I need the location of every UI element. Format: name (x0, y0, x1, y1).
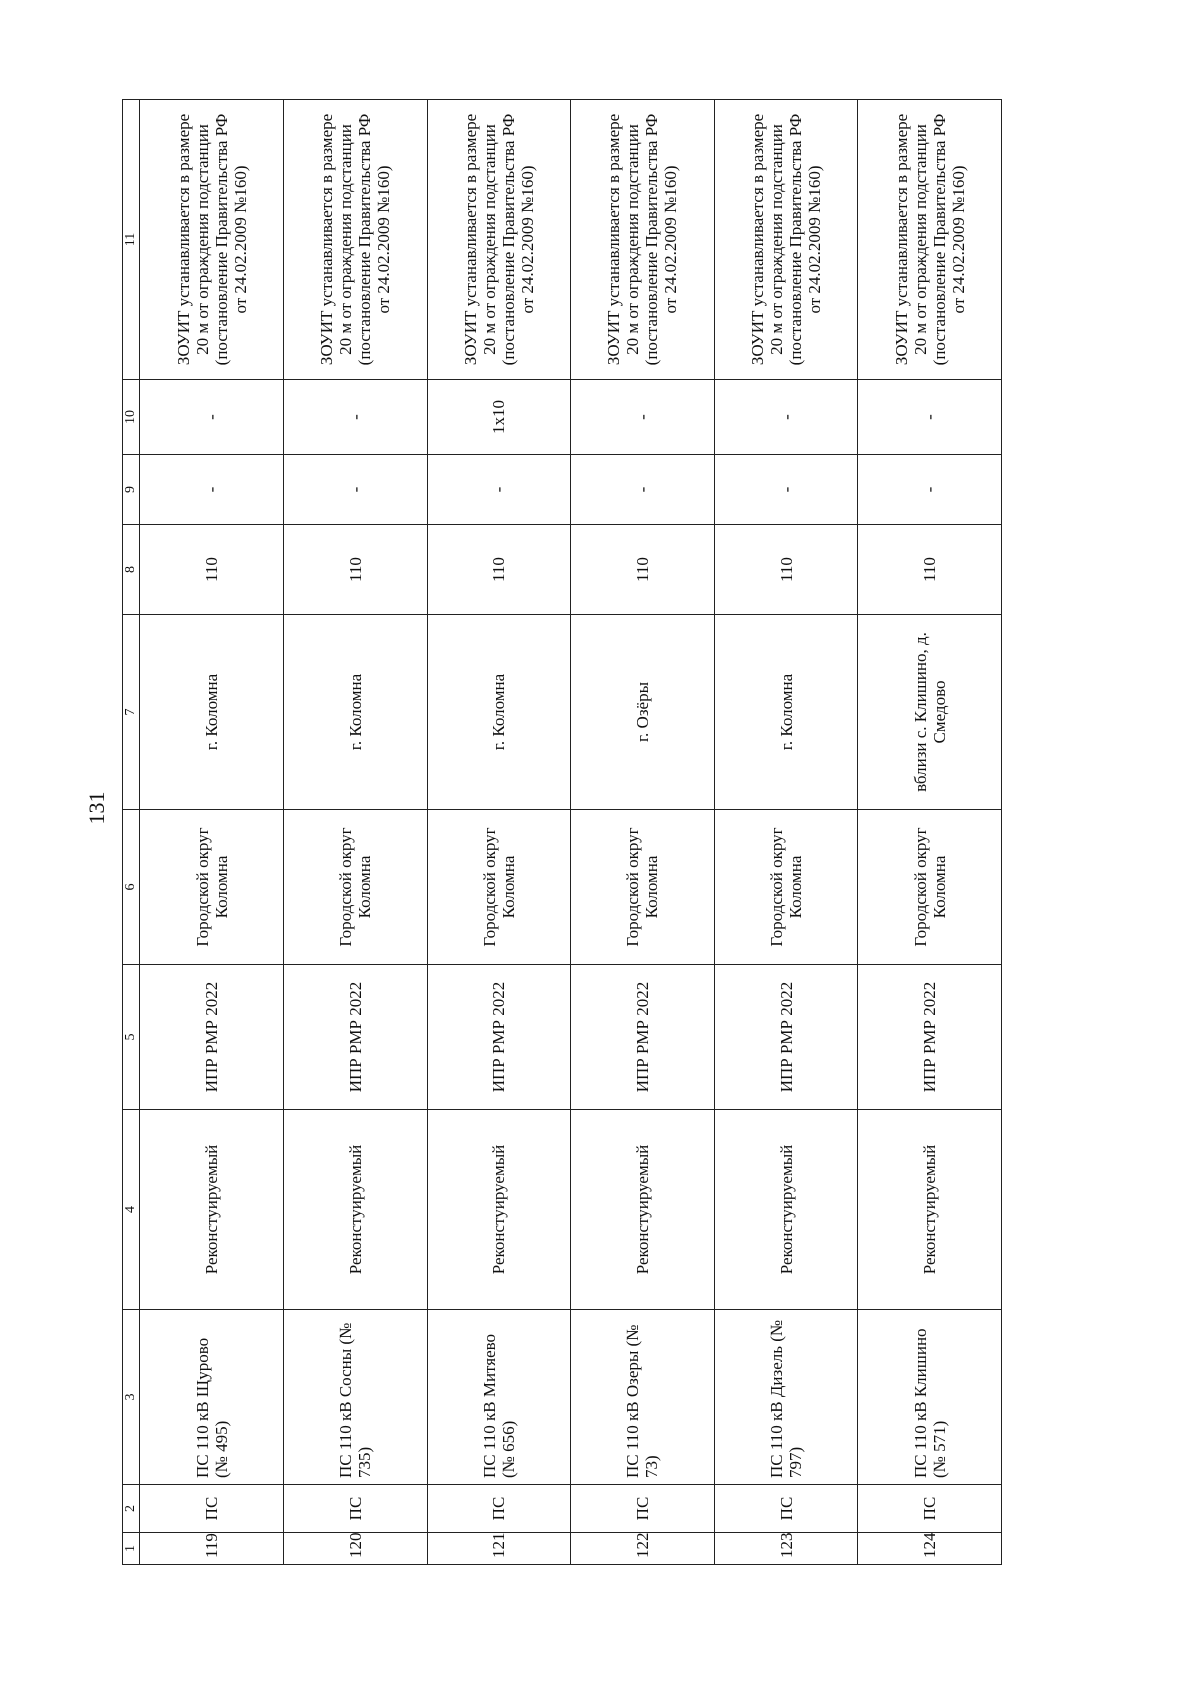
column-header: 10 (123, 380, 140, 455)
cell-district: Городской округ Коломна (140, 810, 284, 965)
column-header: 3 (123, 1310, 140, 1485)
table-row (714, 100, 858, 1565)
cell-location: г. Коломна (283, 615, 427, 810)
cell-location: г. Озёры (571, 615, 715, 810)
cell-note: ЗОУИТ устанавливается в размере 20 м от ограждения подстанции (постановление Правительства РФ от 24.02.2009 №160) (714, 100, 858, 380)
cell-status: Реконстуируемый (571, 1110, 715, 1310)
cell-voltage: 110 (714, 525, 858, 615)
cell-col9: - (714, 455, 858, 525)
cell-document: ИПР РМР 2022 (858, 965, 1002, 1110)
cell-voltage: 110 (283, 525, 427, 615)
cell-status: Реконстуируемый (427, 1110, 571, 1310)
cell-document: ИПР РМР 2022 (283, 965, 427, 1110)
cell-name: ПС 110 кВ Озеры (№ 73) (571, 1310, 715, 1485)
column-header: 4 (123, 1110, 140, 1310)
cell-note: ЗОУИТ устанавливается в размере 20 м от ограждения подстанции (постановление Правительства РФ от 24.02.2009 №160) (427, 100, 571, 380)
cell-district: Городской округ Коломна (714, 810, 858, 965)
cell-note: ЗОУИТ устанавливается в размере 20 м от ограждения подстанции (постановление Правительства РФ от 24.02.2009 №160) (858, 100, 1002, 380)
cell-name: ПС 110 кВ Сосны (№ 735) (283, 1310, 427, 1485)
cell-number: 123 (714, 1533, 858, 1565)
cell-name: ПС 110 кВ Дизель (№ 797) (714, 1310, 858, 1485)
table-row (140, 100, 284, 1565)
cell-name: ПС 110 кВ Щурово (№ 495) (140, 1310, 284, 1485)
cell-status: Реконстуируемый (283, 1110, 427, 1310)
table-row (427, 100, 571, 1565)
column-header: 6 (123, 810, 140, 965)
cell-col10: - (140, 380, 284, 455)
cell-note: ЗОУИТ устанавливается в размере 20 м от ограждения подстанции (постановление Правительства РФ от 24.02.2009 №160) (283, 100, 427, 380)
page-number: 131 (84, 791, 109, 825)
rotated-table-container (122, 100, 1002, 1565)
cell-number: 122 (571, 1533, 715, 1565)
header-row (123, 100, 140, 1565)
cell-name: ПС 110 кВ Митяево (№ 656) (427, 1310, 571, 1485)
cell-type: ПС (140, 1485, 284, 1533)
cell-type: ПС (427, 1485, 571, 1533)
cell-status: Реконстуируемый (858, 1110, 1002, 1310)
cell-number: 120 (283, 1533, 427, 1565)
column-header: 11 (123, 100, 140, 380)
cell-number: 119 (140, 1533, 284, 1565)
cell-col10: - (858, 380, 1002, 455)
table-row (283, 100, 427, 1565)
cell-location: г. Коломна (714, 615, 858, 810)
cell-col9: - (858, 455, 1002, 525)
cell-voltage: 110 (427, 525, 571, 615)
cell-col9: - (283, 455, 427, 525)
column-header: 1 (123, 1533, 140, 1565)
column-header: 9 (123, 455, 140, 525)
cell-district: Городской округ Коломна (427, 810, 571, 965)
cell-col10: - (714, 380, 858, 455)
cell-status: Реконстуируемый (714, 1110, 858, 1310)
cell-note: ЗОУИТ устанавливается в размере 20 м от ограждения подстанции (постановление Правительства РФ от 24.02.2009 №160) (140, 100, 284, 380)
table-row (858, 100, 1002, 1565)
cell-district: Городской округ Коломна (858, 810, 1002, 965)
cell-type: ПС (571, 1485, 715, 1533)
cell-number: 121 (427, 1533, 571, 1565)
cell-district: Городской округ Коломна (283, 810, 427, 965)
cell-location: г. Коломна (427, 615, 571, 810)
cell-col10: - (283, 380, 427, 455)
column-header: 5 (123, 965, 140, 1110)
cell-note: ЗОУИТ устанавливается в размере 20 м от ограждения подстанции (постановление Правительства РФ от 24.02.2009 №160) (571, 100, 715, 380)
cell-col10: 1x10 (427, 380, 571, 455)
cell-location: вблизи с. Клишино, д. Смедово (858, 615, 1002, 810)
cell-voltage: 110 (571, 525, 715, 615)
cell-document: ИПР РМР 2022 (714, 965, 858, 1110)
column-header: 8 (123, 525, 140, 615)
cell-col9: - (140, 455, 284, 525)
table-row (571, 100, 715, 1565)
cell-voltage: 110 (140, 525, 284, 615)
cell-type: ПС (858, 1485, 1002, 1533)
substations-table (122, 99, 1002, 1565)
column-header: 7 (123, 615, 140, 810)
cell-voltage: 110 (858, 525, 1002, 615)
cell-col9: - (571, 455, 715, 525)
cell-name: ПС 110 кВ Клишино (№ 571) (858, 1310, 1002, 1485)
cell-location: г. Коломна (140, 615, 284, 810)
cell-type: ПС (714, 1485, 858, 1533)
cell-number: 124 (858, 1533, 1002, 1565)
cell-col10: - (571, 380, 715, 455)
cell-col9: - (427, 455, 571, 525)
cell-type: ПС (283, 1485, 427, 1533)
cell-document: ИПР РМР 2022 (140, 965, 284, 1110)
cell-status: Реконстуируемый (140, 1110, 284, 1310)
cell-district: Городской округ Коломна (571, 810, 715, 965)
cell-document: ИПР РМР 2022 (427, 965, 571, 1110)
cell-document: ИПР РМР 2022 (571, 965, 715, 1110)
column-header: 2 (123, 1485, 140, 1533)
